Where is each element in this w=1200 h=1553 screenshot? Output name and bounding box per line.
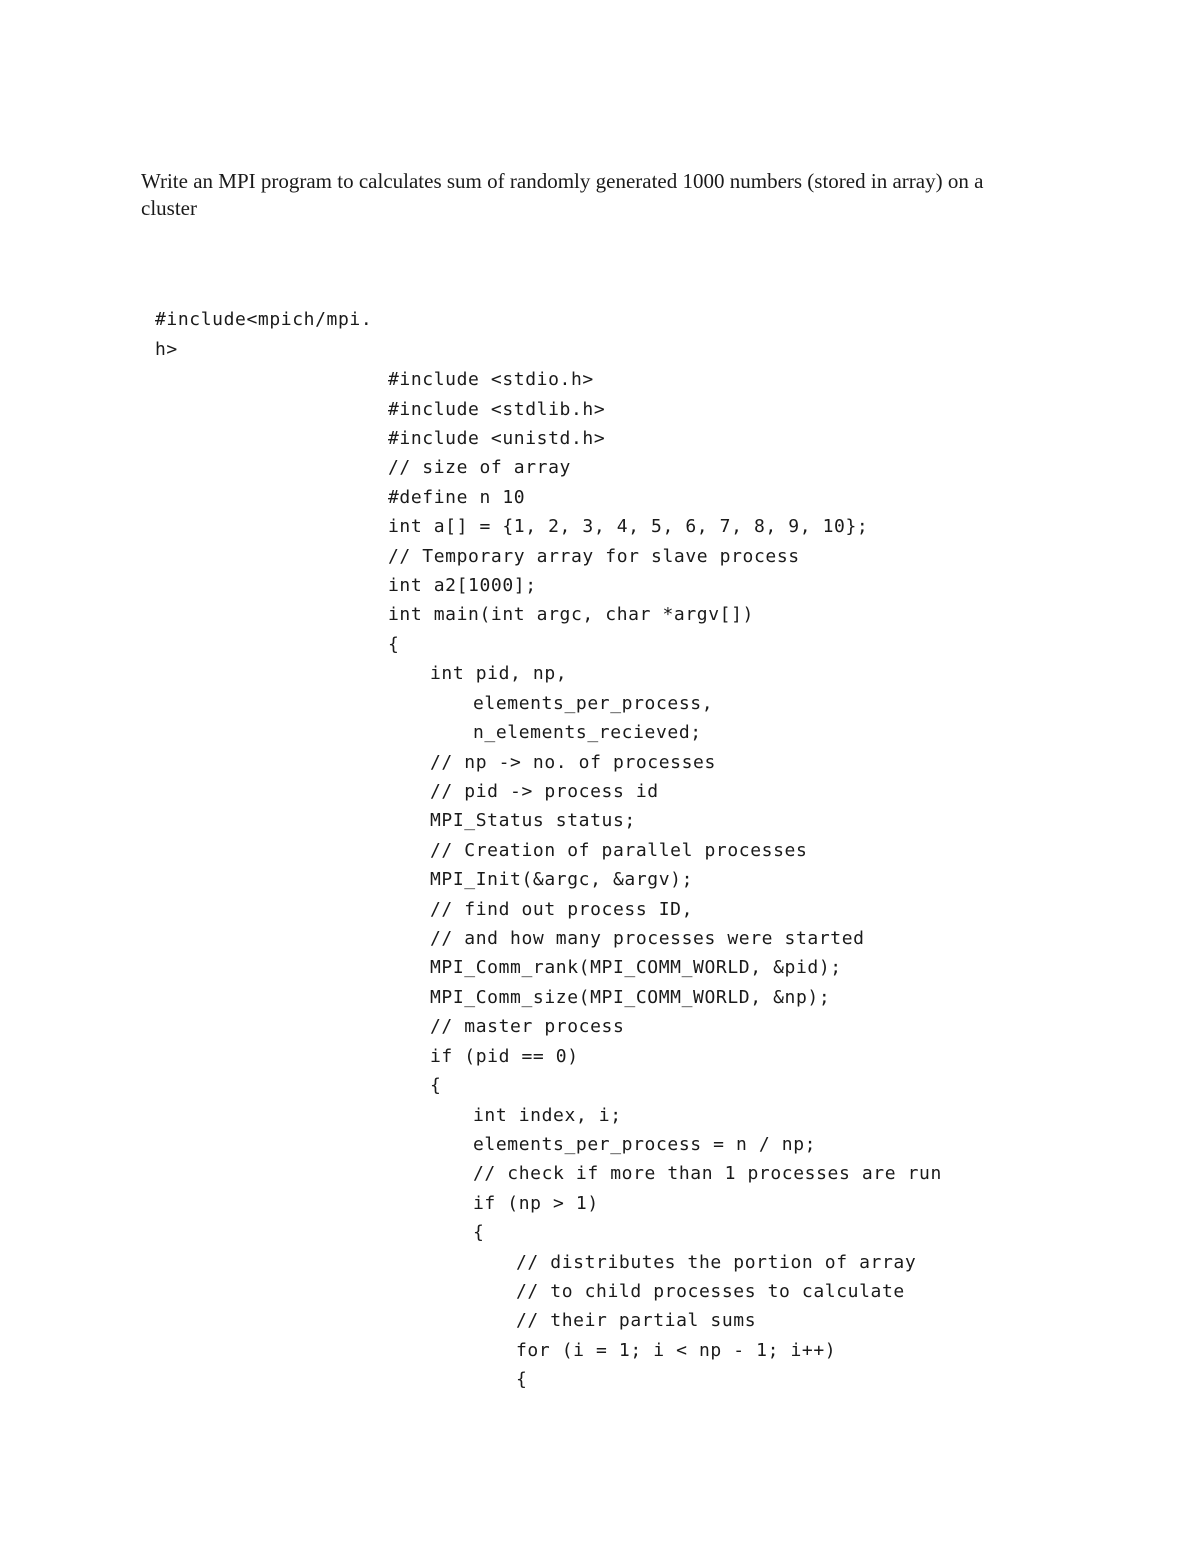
code-line: MPI_Comm_size(MPI_COMM_WORLD, &np); xyxy=(430,987,831,1008)
code-line: { xyxy=(473,1222,485,1243)
code-line: int a2[1000]; xyxy=(388,575,537,596)
code-comment-line: // check if more than 1 processes are run xyxy=(473,1163,942,1184)
code-comment-line: // np -> no. of processes xyxy=(430,752,716,773)
code-line: n_elements_recieved; xyxy=(473,722,702,743)
code-comment-line: // Creation of parallel processes xyxy=(430,840,808,861)
code-comment-line: // size of array xyxy=(388,457,571,478)
code-line: int main(int argc, char *argv[]) xyxy=(388,604,754,625)
code-line: MPI_Comm_rank(MPI_COMM_WORLD, &pid); xyxy=(430,957,842,978)
question-line-2: cluster xyxy=(141,196,197,220)
code-line: { xyxy=(430,1075,442,1096)
code-comment-line: // Temporary array for slave process xyxy=(388,546,800,567)
code-line: elements_per_process, xyxy=(473,693,714,714)
code-line: int a[] = {1, 2, 3, 4, 5, 6, 7, 8, 9, 10}; xyxy=(388,516,869,537)
code-comment-line: // distributes the portion of array xyxy=(516,1252,917,1273)
question-line-1: Write an MPI program to calculates sum of randomly generated 1000 numbers (stored in array) on a xyxy=(141,169,984,193)
code-comment-line: // and how many processes were started xyxy=(430,928,865,949)
code-line: if (np > 1) xyxy=(473,1193,599,1214)
code-line: #include <unistd.h> xyxy=(388,428,606,449)
code-comment-line: // their partial sums xyxy=(516,1310,757,1331)
code-line: if (pid == 0) xyxy=(430,1046,579,1067)
code-header-line-1: #include<mpich/mpi. xyxy=(155,309,373,330)
code-line: #include <stdio.h> xyxy=(388,369,594,390)
code-line: int pid, np, xyxy=(430,663,568,684)
code-line: #define n 10 xyxy=(388,487,526,508)
code-line: elements_per_process = n / np; xyxy=(473,1134,817,1155)
code-header-line-2: h> xyxy=(155,339,178,360)
code-line: #include <stdlib.h> xyxy=(388,399,606,420)
code-line: for (i = 1; i < np - 1; i++) xyxy=(516,1340,837,1361)
code-line: { xyxy=(388,634,400,655)
code-comment-line: // to child processes to calculate xyxy=(516,1281,905,1302)
code-comment-line: // find out process ID, xyxy=(430,899,694,920)
code-line: MPI_Init(&argc, &argv); xyxy=(430,869,694,890)
code-line: { xyxy=(516,1369,528,1390)
code-comment-line: // pid -> process id xyxy=(430,781,659,802)
code-line: MPI_Status status; xyxy=(430,810,636,831)
code-comment-line: // master process xyxy=(430,1016,625,1037)
code-line: int index, i; xyxy=(473,1105,622,1126)
